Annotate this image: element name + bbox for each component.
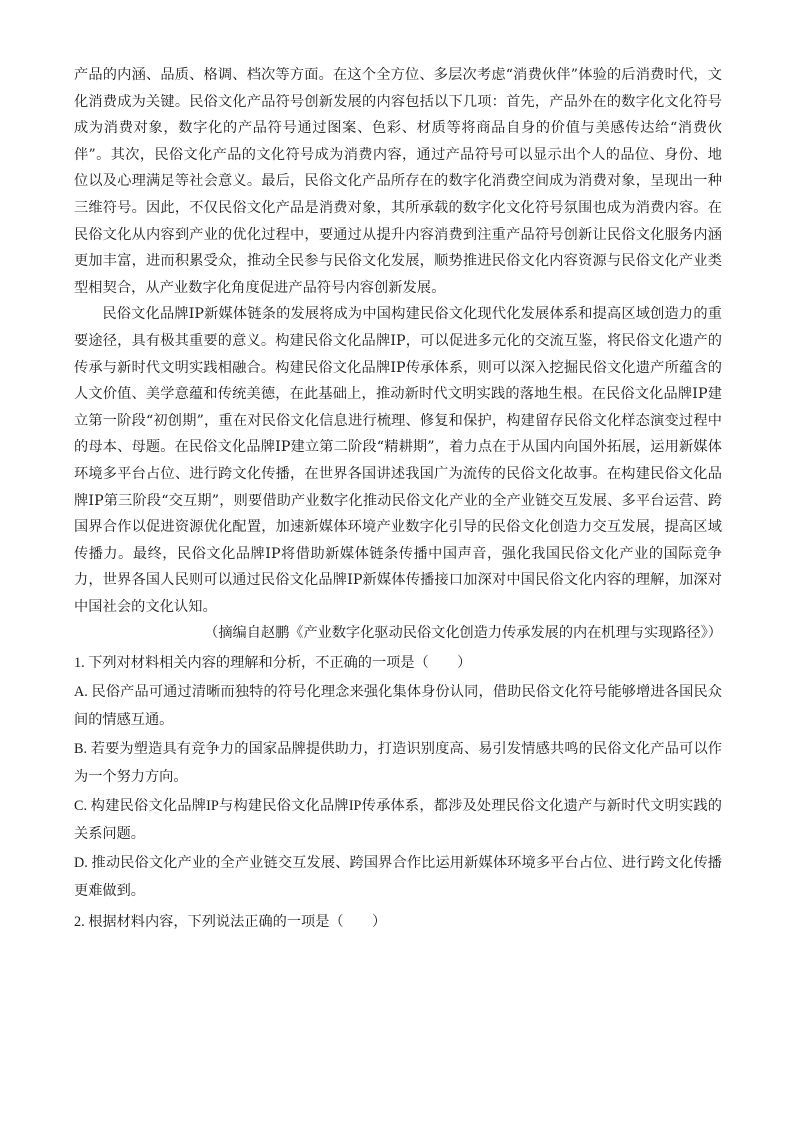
question-1-option-d: D. 推动民俗文化产业的全产业链交互发展、跨国界合作比运用新媒体环境多平台占位、进行跨文化传播更难做到。: [74, 854, 722, 900]
article-paragraph-2: 民俗文化品牌IP新媒体链条的发展将成为中国构建民俗文化现代化发展体系和提高区域创造力的重要途径，具有极其重要的意义。构建民俗文化品牌IP，可以促进多元化的交流互鉴，将民俗文化遗产的传承与新时代文明实践相融合。构建民俗文化品牌IP传承体系，则可以深入挖掘民俗文化遗产所蕴含的人文价值、美学意蕴和传统美德，在此基础上，推动新时代文明实践的落地生根。在民俗文化品牌IP建立第一阶段“初创期”，重在对民俗文化信息进行梳理、修复和保护，构建留存民俗文化样态演变过程中的母本、母题。在民俗文化品牌IP建立第二阶段“精耕期”，着力点在于从国内向国外拓展，运用新媒体环境多平台占位、进行跨文化传播，在世界各国讲述我国广为流传的民俗文化故事。在构建民俗文化品牌IP第三阶段“交互期”，则要借助产业数字化推动民俗文化产业的全产业链交互发展、多平台运营、跨国界合作以促进资源优化配置，加速新媒体环境产业数字化引导的民俗文化创造力交互发展，提高区域传播力。最终，民俗文化品牌IP将借助新媒体链条传播中国声音，强化我国民俗文化产业的国际竞争力，世界各国人民则可以通过民俗文化品牌IP新媒体传播接口加深对中国民俗文化内容的理解，加深对中国社会的文化认知。: [74, 306, 722, 615]
question-1-option-a: A. 民俗产品可通过清晰而独特的符号化理念来强化集体身份认同，借助民俗文化符号能够增进各国民众间的情感互通。: [74, 683, 722, 729]
question-1-option-c: C. 构建民俗文化品牌IP与构建民俗文化品牌IP传承体系，都涉及处理民俗文化遗产与新时代文明实践的关系问题。: [74, 797, 722, 843]
article-source: （摘编自赵鹏《产业数字化驱动民俗文化创造力传承发展的内在机理与实现路径》）: [204, 625, 722, 642]
question-1-option-b: B. 若要为塑造具有竞争力的国家品牌提供助力，打造识别度高、易引发情感共鸣的民俗文化产品可以作为一个努力方向。: [74, 740, 722, 786]
article-paragraph-1: 产品的内涵、品质、格调、档次等方面。在这个全方位、多层次考虑“消费伙伴”体验的后消费时代，文化消费成为关键。民俗文化产品符号创新发展的内容包括以下几项：首先，产品外在的数字化文化符号成为消费对象，数字化的产品符号通过图案、色彩、材质等将商品自身的价值与美感传达给“消费伙伴”。其次，民俗文化产品的文化符号成为消费内容，通过产品符号可以显示出个人的品位、身份、地位以及心理满足等社会意义。最后，民俗文化产品所存在的数字化消费空间成为消费对象，呈现出一种三维符号。因此，不仅民俗文化产品是消费对象，其所承载的数字化文化符号氛围也成为消费内容。在民俗文化从内容到产业的优化过程中，要通过从提升内容消费到注重产品符号创新让民俗文化服务内涵更加丰富，进而积累受众，推动全民参与民俗文化发展，顺势推进民俗文化内容资源与民俗文化产业类型相契合，从产业数字化角度促进产品符号内容创新发展。: [74, 67, 722, 296]
question-1-stem: 1. 下列对材料相关内容的理解和分析，不正确的一项是（ ）: [74, 655, 472, 672]
document-page: [74, 62, 722, 936]
question-2-stem: 2. 根据材料内容，下列说法正确的一项是（ ）: [74, 913, 387, 930]
